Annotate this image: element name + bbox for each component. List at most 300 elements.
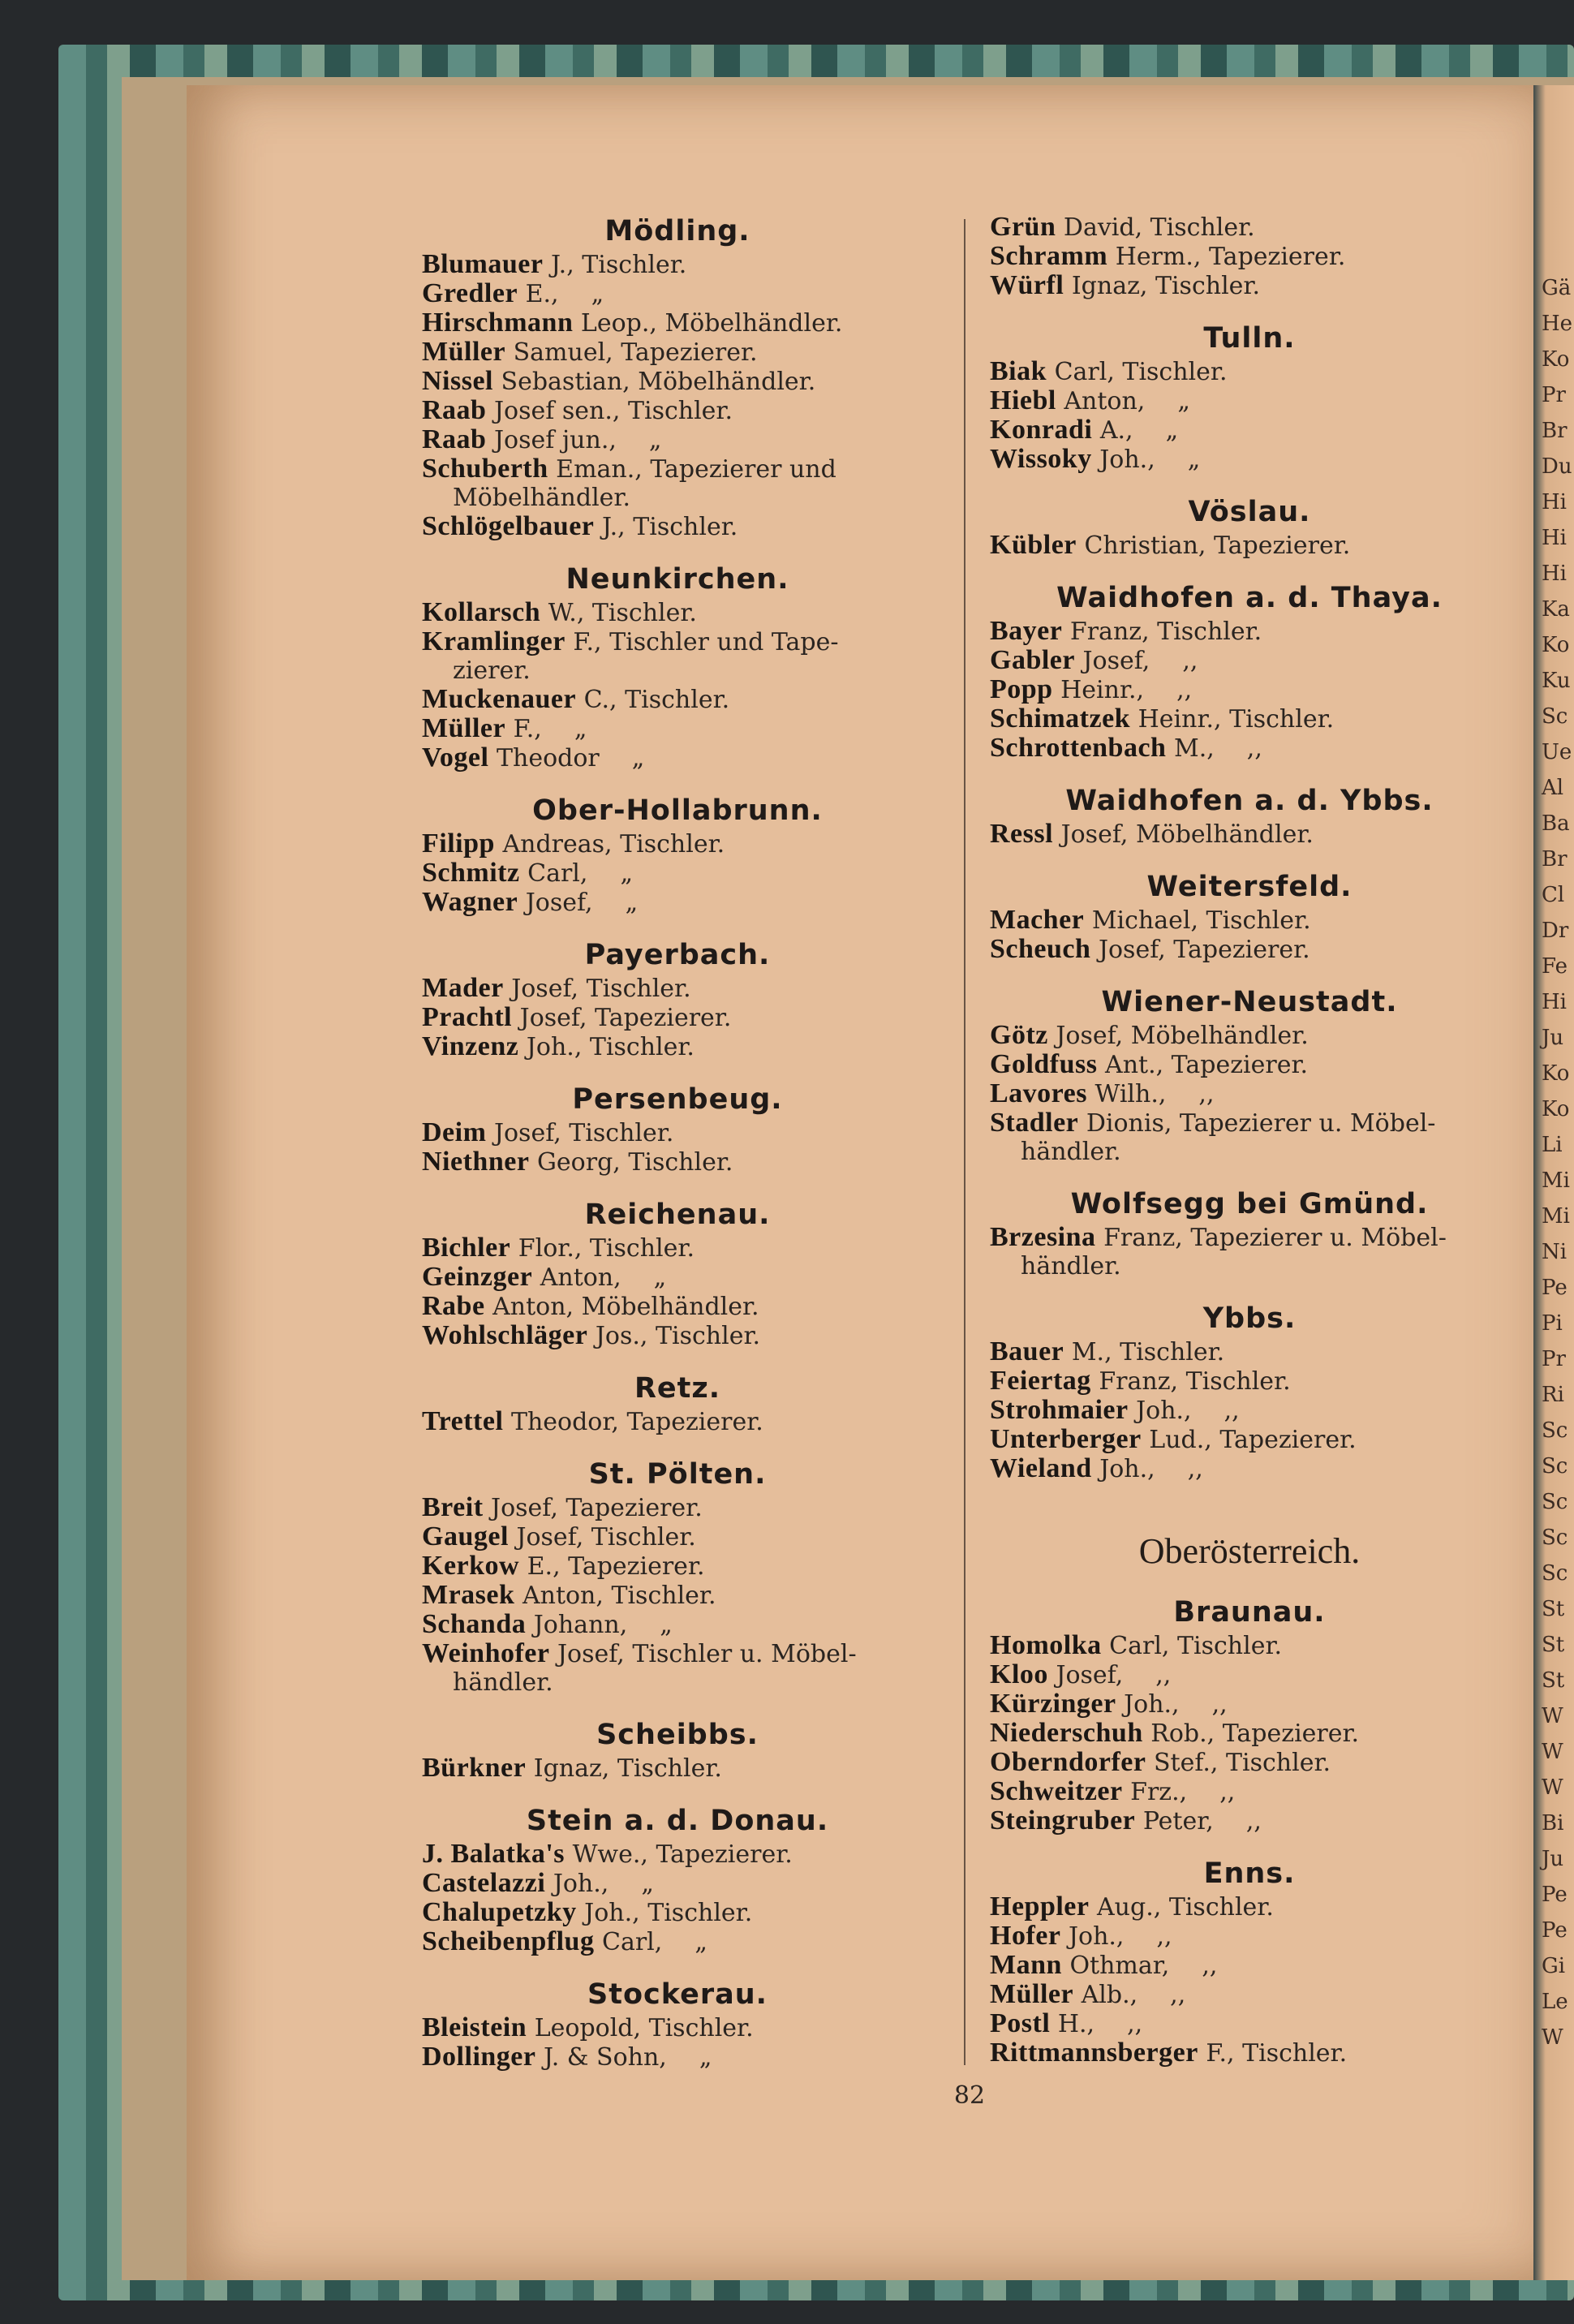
edge-fragment: Ku [1542,669,1571,693]
entry-details: Ignaz, Tischler. [1064,272,1261,300]
directory-entry [990,1337,1509,1366]
directory-entry [990,1777,1509,1806]
directory-entry [422,974,933,1003]
edge-fragment: Mi [1542,1168,1570,1193]
entry-details: Heinr., Tischler. [1130,705,1335,734]
directory-entry [990,1748,1509,1777]
entry-details: Joh., [1060,1922,1125,1951]
entry-details: Josef, [1074,647,1150,675]
column-divider [964,219,965,2065]
directory-entry [990,357,1509,386]
edge-fragment: W [1542,1775,1563,1800]
directory-entry [990,704,1509,734]
directory-entry [990,734,1509,763]
entry-name: Mrasek [422,1580,515,1610]
entry-details: Franz, Tapezierer u. Möbel- [1095,1224,1447,1252]
entry-name: Wagner [422,887,518,917]
directory-entry [422,1292,933,1321]
entry-details: Peter, [1135,1807,1214,1836]
entry-name: Rabe [422,1291,485,1321]
entry-name: Bauer [990,1336,1064,1366]
entry-name: J. Balatka's [422,1839,566,1869]
ditto-mark: „ [625,889,639,917]
entry-details: Alb., [1073,1981,1138,2009]
directory-entry [990,1454,1509,1483]
directory-entry [422,685,933,714]
entry-name: Chalupetzky [422,1897,577,1927]
directory-entry [990,617,1509,646]
entry-details: Josef, Tapezierer. [483,1494,703,1522]
entry-name: Schuberth [422,454,548,484]
edge-fragment: W [1542,1740,1563,1764]
entry-name: Muckenauer [422,684,577,714]
entry-name: Stadler [990,1108,1079,1138]
directory-entry [990,271,1509,300]
entry-name: Kollarsch [422,597,541,627]
edge-fragment: Pe [1542,1918,1568,1943]
directory-entry [990,1689,1509,1719]
ditto-mark: ,, [1224,1397,1240,1425]
directory-entry [990,2038,1509,2068]
town-heading: Waidhofen a. d. Thaya. [1056,582,1443,614]
entry-name: Konradi [990,415,1093,445]
edge-fragment: Sc [1542,1454,1568,1478]
directory-entry [422,829,933,859]
entry-details: J. & Sohn, [535,2043,667,2072]
ditto-mark: „ [1187,445,1201,474]
directory-entry [422,1840,933,1869]
entry-name: Schanda [422,1609,527,1639]
town-heading: Enns. [1203,1857,1296,1890]
entry-name: Kürzinger [990,1689,1116,1719]
ditto-mark: „ [695,1928,707,1956]
edge-fragment: Ni [1542,1240,1568,1264]
entry-details: Josef sen., Tischler. [486,397,733,425]
entry-details: Carl, [594,1928,663,1956]
entry-name: Heppler [990,1891,1090,1922]
directory-entry [422,1754,933,1783]
entry-name: Gredler [422,278,518,308]
directory-entry [990,531,1509,560]
town-heading: Vöslau. [1188,496,1311,528]
entry-details: Jos., Tischler. [587,1322,761,1350]
entry-details: Josef, Tapezierer. [1090,936,1310,964]
town-heading: Retz. [634,1372,721,1405]
directory-entry [990,1922,1509,1951]
left-column [422,213,933,2072]
directory-entry [990,1396,1509,1425]
entry-name: Hiebl [990,385,1056,415]
entry-name: Vinzenz [422,1031,519,1061]
entry-details: Josef jun., [486,426,617,454]
ditto-mark: ,, [1155,1661,1172,1689]
directory-entry [990,2009,1509,2038]
directory-entry [990,386,1509,415]
directory-entry [422,512,933,541]
entry-name: Würfl [990,270,1064,300]
edge-fragment: Pr [1542,383,1566,407]
directory-entry [422,1898,933,1927]
edge-fragment: Mi [1542,1204,1570,1229]
town-heading: Mödling. [604,215,750,247]
entry-name: Gabler [990,645,1075,675]
town-heading: Scheibbs. [596,1719,759,1751]
ditto-mark: „ [574,715,587,743]
entry-details: Joh., [1116,1690,1180,1719]
entry-name: Schweitzer [990,1776,1123,1806]
directory-entry [990,445,1509,474]
directory-entry [422,627,933,685]
directory-entry [422,279,933,308]
entry-name: Weinhofer [422,1638,550,1668]
entry-name: Filipp [422,828,495,859]
town-heading: Stockerau. [587,1978,768,2011]
entry-continuation: zierer. [453,656,531,685]
entry-details: Josef, Tischler. [508,1523,696,1551]
entry-name: Steingruber [990,1805,1136,1836]
edge-fragment: He [1542,312,1573,336]
entry-name: Wohlschläger [422,1320,588,1350]
edge-fragment: Hi [1542,526,1567,550]
directory-entry [422,1233,933,1263]
entry-details: Sebastian, Möbelhändler. [493,368,816,396]
edge-fragment: Br [1542,847,1568,872]
edge-fragment: Pi [1542,1311,1563,1336]
town-heading: Reichenau. [584,1199,771,1231]
ditto-mark: „ [660,1611,673,1639]
directory-entry [422,888,933,917]
town-heading: Persenbeug. [572,1083,783,1116]
entry-details: Joh., [1091,1455,1155,1483]
edge-fragment: Fe [1542,954,1568,979]
directory-entry [990,1660,1509,1689]
edge-fragment: Sc [1542,1561,1568,1586]
entry-details: Rob., Tapezierer. [1142,1719,1360,1748]
entry-details: Frz., [1122,1778,1188,1806]
ditto-mark: ,, [1245,1807,1262,1836]
entry-name: Castelazzi [422,1868,546,1898]
directory-entry [422,1407,933,1436]
entry-details: Georg, Tischler. [529,1148,733,1177]
entry-details: Samuel, Tapezierer. [505,338,758,367]
entry-name: Hofer [990,1921,1061,1951]
ditto-mark: ,, [1246,734,1262,763]
directory-entry [422,338,933,367]
entry-name: Bichler [422,1233,511,1263]
directory-entry [422,1522,933,1551]
edge-fragment: Ko [1542,1097,1570,1121]
entry-details: F., Tischler und Tape- [565,628,839,656]
entry-name: Geinzger [422,1262,533,1292]
region-heading: Oberösterreich. [1138,1531,1361,1571]
entry-name: Popp [990,674,1053,704]
directory-entry [422,1551,933,1581]
ditto-mark: „ [653,1263,667,1292]
edge-fragment: Hi [1542,990,1567,1014]
entry-continuation: händler. [453,1668,553,1697]
entry-name: Macher [990,905,1085,935]
entry-details: F., Tischler. [1198,2039,1348,2068]
entry-name: Breit [422,1492,484,1522]
ditto-mark: ,, [1202,1952,1218,1980]
entry-name: Rittmannsberger [990,2038,1198,2068]
directory-entry [422,396,933,425]
directory-entry [990,242,1509,271]
ditto-mark: ,, [1170,1981,1186,2009]
entry-details: Joh., [545,1870,609,1898]
directory-entry [422,1927,933,1956]
ditto-mark: „ [641,1870,654,1898]
entry-name: Goldfuss [990,1049,1098,1079]
directory-entry [990,906,1509,935]
edge-fragment: St [1542,1668,1565,1693]
entry-name: Dollinger [422,2042,536,2072]
entry-details: W., Tischler. [540,599,697,627]
edge-fragment: St [1542,1633,1565,1657]
edge-fragment: W [1542,1704,1563,1728]
directory-entry [990,1223,1509,1280]
entry-name: Mader [422,973,504,1003]
town-heading: Waidhofen a. d. Ybbs. [1065,785,1434,817]
edge-fragment: Pr [1542,1347,1566,1371]
entry-details: Johann, [526,1611,628,1639]
entry-name: Schmitz [422,858,520,888]
town-heading: Braunau. [1173,1596,1326,1629]
entry-name: Grün [990,212,1056,242]
page-number: 82 [953,2081,986,2110]
entry-details: Franz, Tischler. [1062,618,1262,646]
edge-fragment: Hi [1542,490,1567,514]
entry-details: Theodor, Tapezierer. [503,1408,763,1436]
ditto-mark: ,, [1156,1922,1172,1951]
entry-details: Christian, Tapezierer. [1076,532,1351,560]
directory-entry [990,1050,1509,1079]
entry-details: Anton, Tischler. [514,1582,716,1610]
entry-name: Oberndorfer [990,1747,1146,1777]
entry-details: Heinr., [1052,676,1145,704]
directory-entry [990,675,1509,704]
directory-entry [422,425,933,454]
entry-details: Andreas, Tischler. [494,830,725,859]
edge-fragment: Bi [1542,1811,1564,1836]
entry-name: Gaugel [422,1521,509,1551]
entry-name: Kramlinger [422,626,566,656]
directory-entry [422,1321,933,1350]
edge-fragment: Dr [1542,919,1569,943]
edge-fragment: Ko [1542,347,1570,372]
entry-details: M., [1166,734,1215,763]
edge-fragment: Sc [1542,704,1568,729]
directory-entry [422,1147,933,1177]
town-heading: Neunkirchen. [566,563,789,596]
entry-name: Niethner [422,1147,530,1177]
directory-entry [990,1806,1509,1836]
entry-details: Wwe., Tapezierer. [565,1840,793,1869]
ditto-mark: „ [631,744,645,773]
ditto-mark: „ [699,2043,712,2072]
entry-name: Nissel [422,366,493,396]
entry-name: Strohmaier [990,1395,1129,1425]
edge-fragment: W [1542,2025,1563,2050]
directory-entry [422,1581,933,1610]
entry-details: M., Tischler. [1064,1338,1225,1366]
entry-details: Josef, Tischler. [503,975,691,1003]
edge-fragment: Ko [1542,1061,1570,1086]
directory-entry [422,454,933,512]
entry-continuation: Möbelhändler. [453,484,630,512]
entry-name: Biak [990,356,1047,386]
entry-name: Müller [422,337,506,367]
directory-entry [422,250,933,279]
town-heading: Ybbs. [1202,1302,1297,1335]
entry-details: Herm., Tapezierer. [1107,243,1346,271]
entry-details: C., Tischler. [576,686,730,714]
entry-details: Carl, Tischler. [1047,358,1228,386]
ditto-mark: ,, [1211,1690,1228,1719]
edge-fragment: Ue [1542,740,1572,764]
edge-fragment: Br [1542,419,1568,443]
entry-details: Josef, Möbelhändler. [1047,1022,1309,1050]
entry-name: Kübler [990,530,1077,560]
ditto-mark: ,, [1182,647,1198,675]
entry-details: Michael, Tischler. [1084,906,1311,935]
directory-entry [422,1639,933,1697]
entry-name: Bleistein [422,2012,527,2042]
entry-details: Joh., [1091,445,1155,474]
entry-name: Niederschuh [990,1718,1143,1748]
entry-name: Lavores [990,1078,1087,1108]
entry-name: Hirschmann [422,308,574,338]
directory-entry [990,646,1509,675]
entry-details: Theodor [488,744,600,773]
right-column [990,213,1509,2068]
entry-details: Josef, [518,889,593,917]
entry-details: Josef, [1047,1661,1124,1689]
directory-entry [422,308,933,338]
town-heading: Payerbach. [584,939,771,971]
edge-fragment: Pe [1542,1883,1568,1907]
edge-fragment: Li [1542,1133,1563,1157]
entry-name: Feiertag [990,1366,1091,1396]
directory-entry [990,1079,1509,1108]
entry-name: Vogel [422,742,489,773]
ditto-mark: „ [591,280,604,308]
edge-fragment: Ju [1542,1847,1564,1871]
ditto-mark: ,, [1219,1778,1236,1806]
directory-entry [422,2013,933,2042]
directory-entry [990,1951,1509,1980]
entry-details: E., [518,280,559,308]
entry-name: Schimatzek [990,704,1131,734]
town-heading: Weitersfeld. [1146,871,1353,903]
entry-details: Leopold, Tischler. [527,2014,754,2042]
entry-details: Stef., Tischler. [1146,1749,1331,1777]
directory-entry [422,1610,933,1639]
entry-name: Postl [990,2008,1051,2038]
entry-details: J., Tischler. [543,251,687,279]
entry-continuation: händler. [1021,1252,1121,1280]
entry-details: Joh., Tischler. [518,1033,695,1061]
edge-fragment: Ba [1542,811,1570,836]
directory-entry [422,367,933,396]
entry-details: Aug., Tischler. [1089,1893,1274,1922]
entry-name: Raab [422,395,487,425]
entry-name: Schlögelbauer [422,511,595,541]
entry-details: F., [505,715,542,743]
edge-fragment: Ko [1542,633,1570,657]
entry-details: David, Tischler. [1056,213,1255,242]
town-heading: Ober-Hollabrunn. [532,794,823,827]
directory-entry [990,1366,1509,1396]
entry-name: Wieland [990,1453,1092,1483]
entry-details: Carl, [519,859,588,888]
entry-name: Kloo [990,1659,1048,1689]
directory-entry [990,935,1509,964]
edge-fragment: Cl [1542,883,1565,907]
entry-name: Deim [422,1117,487,1147]
directory-entry [990,1108,1509,1166]
entry-details: Ant., Tapezierer. [1097,1051,1309,1079]
edge-fragment: Pe [1542,1276,1568,1300]
entry-name: Unterberger [990,1424,1142,1454]
edge-fragment: Gi [1542,1954,1566,1978]
entry-name: Homolka [990,1630,1102,1660]
directory-entry [422,1263,933,1292]
entry-details: Joh., Tischler. [576,1899,753,1927]
entry-name: Müller [990,1979,1074,2009]
ditto-mark: „ [1177,387,1190,415]
entry-name: Scheibenpflug [422,1926,595,1956]
entry-name: Bürkner [422,1753,527,1783]
entry-name: Ressl [990,819,1054,849]
entry-name: Götz [990,1020,1048,1050]
entry-details: Anton, [1056,387,1146,415]
directory-entry [990,1892,1509,1922]
entry-details: Othmar, [1061,1952,1170,1980]
entry-details: Eman., Tapezierer und [548,455,836,484]
directory-entry [990,1425,1509,1454]
entry-details: Josef, Möbelhändler. [1053,820,1314,849]
ditto-mark: „ [648,426,662,454]
entry-details: Flor., Tischler. [510,1234,695,1263]
edge-fragment: St [1542,1597,1565,1621]
edge-fragment: Le [1542,1990,1568,2014]
edge-fragment: Sc [1542,1526,1568,1550]
entry-name: Müller [422,713,506,743]
directory-entry [422,859,933,888]
entry-name: Scheuch [990,934,1091,964]
directory-entry [990,1719,1509,1748]
entry-details: H., [1050,2010,1095,2038]
ditto-mark: ,, [1127,2010,1143,2038]
entry-details: Wilh., [1086,1080,1167,1108]
entry-details: Josef, Tapezierer. [512,1004,732,1032]
entry-name: Trettel [422,1406,504,1436]
ditto-mark: „ [1165,416,1179,445]
directory-entry [990,820,1509,849]
directory-entry [990,1021,1509,1050]
directory-entry [422,2042,933,2072]
entry-name: Brzesina [990,1222,1096,1252]
edge-fragment: Ka [1542,597,1570,622]
entry-details: Carl, Tischler. [1101,1632,1283,1660]
town-heading: Tulln. [1203,322,1296,355]
town-heading: Wolfsegg bei Gmünd. [1070,1188,1429,1220]
entry-continuation: händler. [1021,1138,1121,1166]
entry-details: Josef, Tischler. [486,1119,674,1147]
entry-name: Prachtl [422,1002,513,1032]
directory-entry [990,1631,1509,1660]
